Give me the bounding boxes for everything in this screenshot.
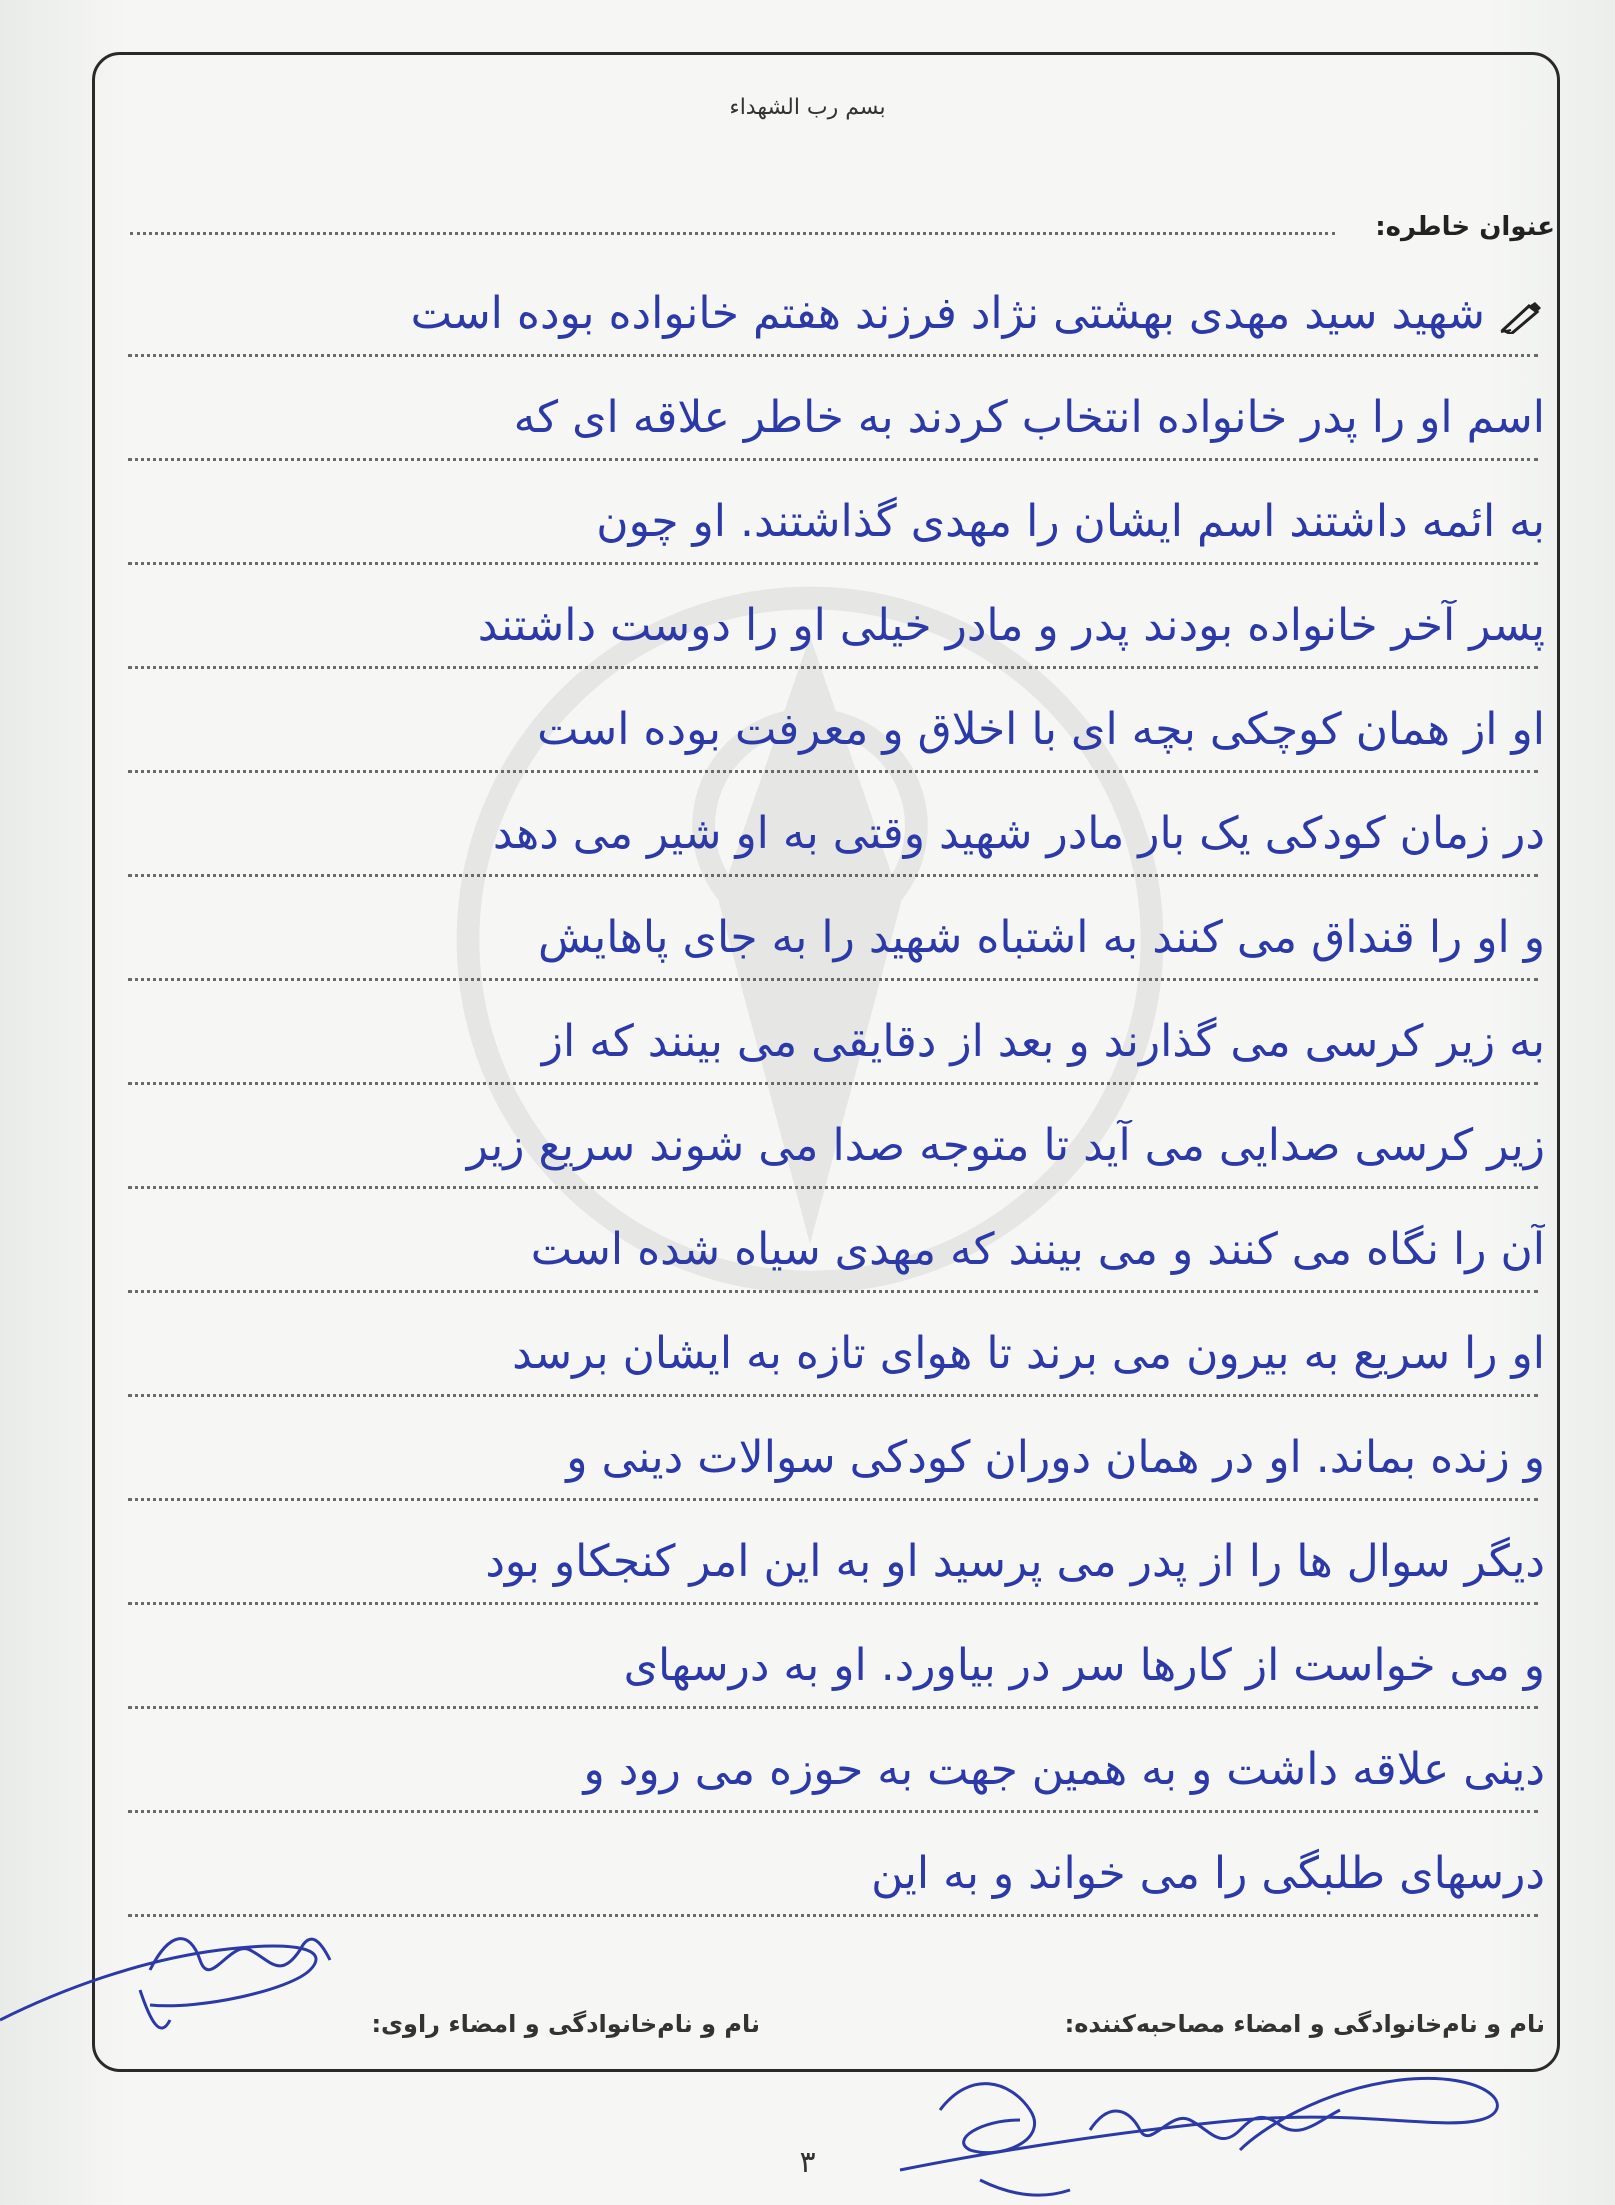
memoir-title-line [130, 232, 1335, 235]
dotted-rule [128, 1082, 1538, 1085]
dotted-rule [128, 666, 1538, 669]
dotted-rule [128, 562, 1538, 565]
handwritten-line: زیر کرسی صدایی می آید تا متوجه صدا می شوند سریع زیر [466, 1120, 1545, 1171]
interviewer-signature [880, 2050, 1520, 2205]
handwritten-line: آن را نگاه می کنند و می بینند که مهدی سیاه شده است [530, 1224, 1545, 1275]
narrator-signature-label: نام و نام‌خانوادگی و امضاء راوی: [371, 2010, 760, 2038]
handwritten-line: او را سریع به بیرون می برند تا هوای تازه به ایشان برسد [512, 1328, 1545, 1379]
dotted-rule [128, 1186, 1538, 1189]
handwritten-line: دیگر سوال ها را از پدر می پرسید او به این امر کنجکاو بود [485, 1536, 1545, 1587]
handwritten-line: اسم او را پدر خانواده انتخاب کردند به خاطر علاقه ای که [513, 392, 1545, 443]
handwritten-line: و زنده بماند. او در همان دوران کودکی سوالات دینی و [566, 1432, 1545, 1483]
interviewer-signature-label: نام و نام‌خانوادگی و امضاء مصاحبه‌کننده: [1064, 2010, 1545, 2038]
dotted-rule [128, 1498, 1538, 1501]
dotted-rule [128, 458, 1538, 461]
dotted-rule [128, 978, 1538, 981]
handwritten-line: به ائمه داشتند اسم ایشان را مهدی گذاشتند. او چون [596, 496, 1545, 547]
dotted-rule [128, 1290, 1538, 1293]
handwritten-line: پسر آخر خانواده بودند پدر و مادر خیلی او را دوست داشتند [477, 600, 1545, 651]
page-number: ۳ [799, 2145, 816, 2180]
memoir-title-label: عنوان خاطره: [1375, 212, 1555, 242]
handwritten-line: دینی علاقه داشت و به همین جهت به حوزه می رود و [583, 1744, 1545, 1795]
dotted-rule [128, 1810, 1538, 1813]
page-header-title: بسم رب الشهداء [729, 95, 886, 120]
pen-writing-icon [1499, 300, 1543, 334]
handwritten-line: او از همان کوچکی بچه ای با اخلاق و معرفت بوده است [537, 704, 1545, 755]
handwritten-line: شهید سید مهدی بهشتی نژاد فرزند هفتم خانواده بوده است [410, 288, 1485, 339]
narrator-signature [0, 1870, 420, 2050]
handwritten-line: به زیر کرسی می گذارند و بعد از دقایقی می بینند که از [541, 1016, 1545, 1067]
handwritten-line: درسهای طلبگی را می خواند و به این [871, 1848, 1545, 1899]
dotted-rule [128, 354, 1538, 357]
handwritten-line: و می خواست از کارها سر در بیاورد. او به درسهای [623, 1640, 1545, 1691]
dotted-rule [128, 1602, 1538, 1605]
handwritten-line: در زمان کودکی یک بار مادر شهید وقتی به او شیر می دهد [492, 808, 1545, 859]
dotted-rule [128, 770, 1538, 773]
dotted-rule [128, 1394, 1538, 1397]
handwritten-line: و او را قنداق می کنند به اشتباه شهید را به جای پاهایش [537, 912, 1545, 963]
dotted-rule [128, 1706, 1538, 1709]
dotted-rule [128, 874, 1538, 877]
